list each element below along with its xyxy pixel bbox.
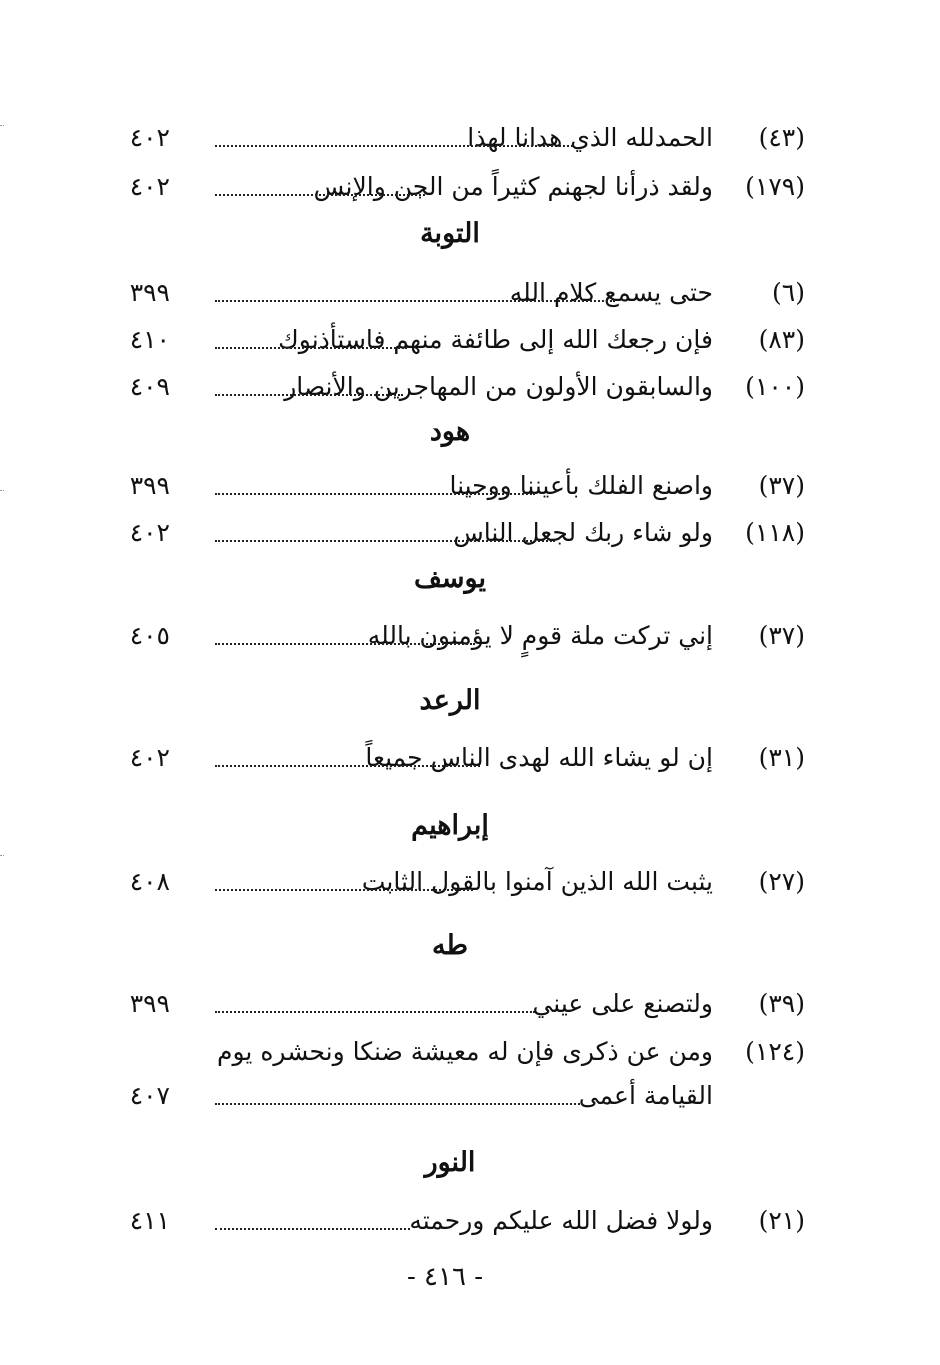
leader-dots <box>215 1226 410 1230</box>
page-reference: ٤٠٨ <box>129 867 170 896</box>
index-entry <box>110 508 805 558</box>
page-reference: ٣٩٩ <box>129 471 170 500</box>
page-reference: ٤١٠ <box>129 325 170 354</box>
page-reference: ٤٠٢ <box>129 123 170 152</box>
page-reference: ٤٠٩ <box>129 372 170 401</box>
verse-text: والسابقون الأولون من المهاجرين والأنصار <box>284 372 713 401</box>
verse-text: واصنع الفلك بأعيننا ووحينا <box>449 471 713 500</box>
surah-heading: هود <box>429 416 471 447</box>
verse-text: إن لو يشاء الله لهدى الناس جميعاً <box>365 743 713 772</box>
verse-number: (٤٣) <box>758 123 805 152</box>
surah-heading: يوسف <box>413 563 487 594</box>
leader-dots <box>215 392 403 396</box>
leader-dots <box>215 763 480 767</box>
index-entry <box>110 733 805 783</box>
index-entry <box>110 162 805 212</box>
verse-number: (٣٧) <box>758 621 805 650</box>
surah-heading: طه <box>432 930 468 961</box>
page-reference: ٤٠٢ <box>129 172 170 201</box>
index-entry <box>110 461 805 511</box>
page-edge-mark <box>0 125 4 126</box>
index-entry <box>110 1027 805 1123</box>
verse-text-continuation: القيامة أعمى <box>578 1081 713 1110</box>
leader-dots <box>215 192 425 196</box>
verse-number: (٨٣) <box>758 325 805 354</box>
index-entry <box>110 315 805 365</box>
verse-text: ولتصنع على عيني <box>532 989 713 1018</box>
leader-dots <box>215 143 573 147</box>
verse-number: (٢٧) <box>758 867 805 896</box>
page-edge-mark <box>0 490 4 491</box>
page-reference: ٤٠٢ <box>129 518 170 547</box>
verse-text: إني تركت ملة قومٍ لا يؤمنون بالله <box>367 621 713 650</box>
page-reference: ٤٠٧ <box>129 1081 170 1110</box>
index-entry <box>110 857 805 907</box>
page-reference: ٣٩٩ <box>129 278 170 307</box>
verse-number: (٦) <box>772 278 805 307</box>
surah-heading: الرعد <box>419 685 481 716</box>
leader-dots <box>215 491 535 495</box>
page-reference: ٤٠٥ <box>129 621 170 650</box>
leader-dots <box>215 298 615 302</box>
verse-number: (١٠٠) <box>745 372 805 401</box>
verse-number: (١١٨) <box>745 518 805 547</box>
leader-dots <box>215 641 475 645</box>
index-entry <box>110 362 805 412</box>
verse-text: حتى يسمع كلام الله <box>509 278 713 307</box>
verse-text: ولولا فضل الله عليكم ورحمته <box>409 1206 713 1235</box>
leader-dots <box>215 887 473 891</box>
verse-number: (٣١) <box>758 743 805 772</box>
verse-number: (٣٩) <box>758 989 805 1018</box>
verse-text: ومن عن ذكرى فإن له معيشة ضنكا ونحشره يوم <box>217 1037 713 1066</box>
leader-dots <box>215 538 555 542</box>
verse-text: الحمدلله الذي هدانا لهذا <box>467 123 713 152</box>
verse-text: فإن رجعك الله إلى طائفة منهم فاستأذنوك <box>278 325 713 354</box>
verse-number: (٢١) <box>758 1206 805 1235</box>
surah-heading: النور <box>424 1147 476 1178</box>
surah-heading: التوبة <box>420 218 480 249</box>
index-entry <box>110 979 805 1029</box>
page-edge-mark <box>0 855 4 856</box>
verse-number: (١٢٤) <box>745 1037 805 1066</box>
page-reference: ٣٩٩ <box>129 989 170 1018</box>
leader-dots <box>215 345 407 349</box>
verse-text: ولقد ذرأنا لجهنم كثيراً من الجن والإنس <box>313 172 713 201</box>
page-reference: ٤١١ <box>129 1206 170 1235</box>
verse-number: (١٧٩) <box>745 172 805 201</box>
index-entry <box>110 611 805 661</box>
page-number: - ٤١٦ - <box>406 1262 484 1292</box>
leader-dots <box>215 1101 583 1105</box>
index-entry <box>110 268 805 318</box>
verse-text: ولو شاء ربك لجعل الناس <box>453 518 713 547</box>
verse-text: يثبت الله الذين آمنوا بالقول الثابت <box>361 867 713 896</box>
leader-dots <box>215 1009 535 1013</box>
page-reference: ٤٠٢ <box>129 743 170 772</box>
verse-number: (٣٧) <box>758 471 805 500</box>
index-entry <box>110 113 805 163</box>
index-entry <box>110 1196 805 1246</box>
surah-heading: إبراهيم <box>411 810 489 841</box>
